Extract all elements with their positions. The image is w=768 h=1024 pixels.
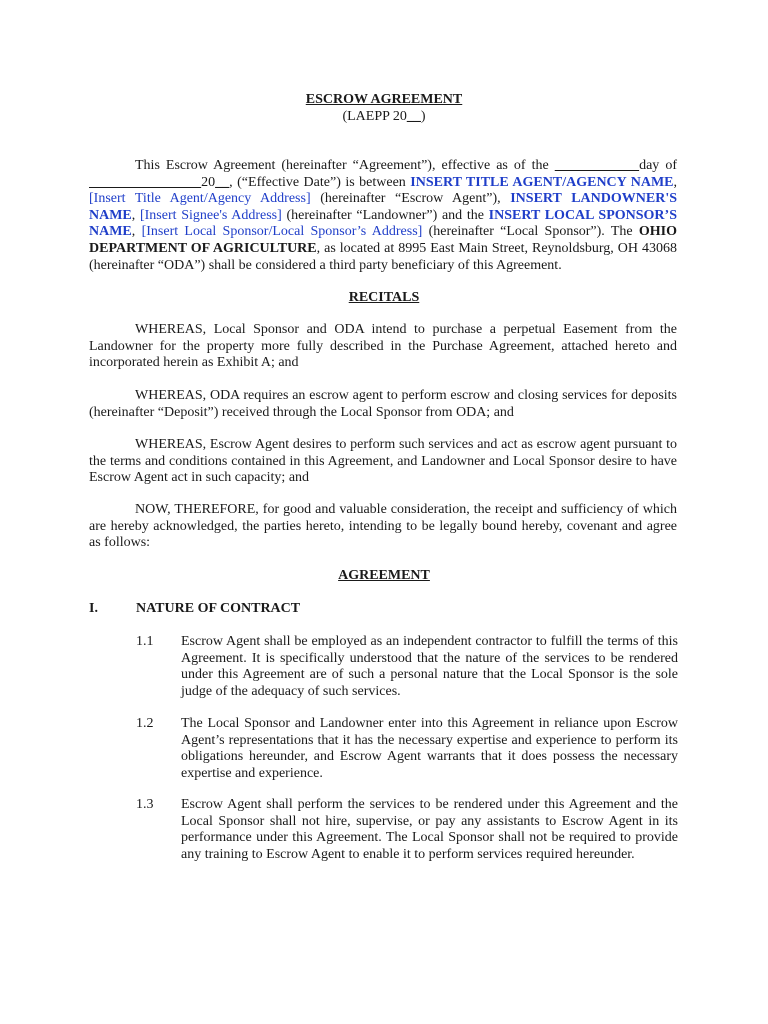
clause-number: 1.2 (136, 716, 154, 731)
intro-text: day of (639, 158, 677, 173)
document-subtitle (0, 109, 768, 126)
intro-text: , (“Effective Date”) is between (229, 174, 411, 190)
recital-paragraph: WHEREAS, Escrow Agent desires to perform such services and act as escrow agent pursuant to the terms and conditions contained in this Agreement, and Landowner and Local Sponsor desire to have Escrow Agent act in such capacity; and (89, 437, 677, 486)
agency-address-placeholder: [Insert Title Agent/Agency Address] (89, 191, 311, 207)
intro-text: (hereinafter “Landowner”) and the (281, 207, 489, 223)
recitals-heading: RECITALS (348, 290, 420, 305)
section-number: I. (89, 601, 98, 616)
signee-address-placeholder: [Insert Signee's Address] (139, 207, 282, 223)
year-blank: __ (215, 174, 230, 190)
intro-text: This Escrow Agreement (hereinafter “Agreement”), effective as of the (135, 158, 555, 173)
subtitle-prefix: (LAEPP 20 (342, 109, 407, 124)
clause-text: Escrow Agent shall be employed as an independent contractor to fulfill the terms of this Agreement. It is specifically understood that the nature of the services to be rendered under this Agreement are of such a personal nature that the Local Sponsor is the sole judge of the adequacy of such services. (181, 634, 678, 699)
agency-name-placeholder: INSERT TITLE AGENT/AGENCY NAME (410, 174, 674, 190)
clause-text: Escrow Agent shall perform the services to be rendered under this Agreement and the Local Sponsor shall not hire, supervise, or pay any assistants to Escrow Agent in its performance under this Agreement. The Local Sponsor shall not be required to provide any training to Escrow Agent to enable it to perform services required hereunder. (181, 797, 678, 862)
clause-number: 1.1 (136, 634, 154, 649)
intro-text: (hereinafter “Escrow Agent”), (310, 191, 511, 207)
document-title: ESCROW AGREEMENT (305, 92, 463, 107)
recital-paragraph: WHEREAS, Local Sponsor and ODA intend to purchase a perpetual Easement from the Landowner for the property more fully described in the Purchase Agreement, attached hereto and incorporated herein as Exhibit A; and (89, 322, 677, 371)
intro-text: , as located at 8995 East Main Street, Reynoldsburg, OH 43068 (hereinafter “ODA”) shall be considered a third party beneficiary of this Agreement. (89, 240, 677, 273)
intro-text: , (131, 207, 140, 223)
intro-text: , (673, 174, 678, 190)
intro-text: 20 (201, 174, 216, 190)
oda-name: OHIO DEPARTMENT OF AGRICULTURE (89, 224, 678, 256)
subtitle-suffix: ) (420, 109, 426, 124)
landowner-name-placeholder: INSERT LANDOWNER'S NAME (89, 191, 677, 223)
intro-paragraph (89, 158, 677, 274)
section-title: NATURE OF CONTRACT (136, 601, 301, 616)
recital-paragraph: WHEREAS, ODA requires an escrow agent to perform escrow and closing services for deposits (hereinafter “Deposit”) received through the Local Sponsor from ODA; and (89, 388, 677, 420)
day-blank (555, 158, 639, 173)
intro-text: (hereinafter “Local Sponsor”). The (422, 224, 639, 240)
sponsor-name-placeholder: INSERT LOCAL SPONSOR’S NAME (89, 207, 677, 240)
clause-number: 1.3 (136, 797, 154, 812)
clause-text: The Local Sponsor and Landowner enter into this Agreement in reliance upon Escrow Agent’s representations that it has the necessary expertise and experience to perform its obligations hereunder, and Escrow Agent warrants that it does possess the necessary expertise and experience. (181, 716, 678, 781)
recital-paragraph: NOW, THEREFORE, for good and valuable consideration, the receipt and sufficiency of which are hereby acknowledged, the parties hereto, intending to be legally bound hereby, covenant and agree as follows: (89, 502, 677, 551)
month-blank (89, 175, 201, 190)
sponsor-address-placeholder: [Insert Local Sponsor/Local Sponsor’s Address] (141, 224, 423, 240)
agreement-heading: AGREEMENT (338, 568, 430, 583)
subtitle-year-blank: __ (406, 109, 421, 124)
intro-text: , (131, 224, 142, 240)
